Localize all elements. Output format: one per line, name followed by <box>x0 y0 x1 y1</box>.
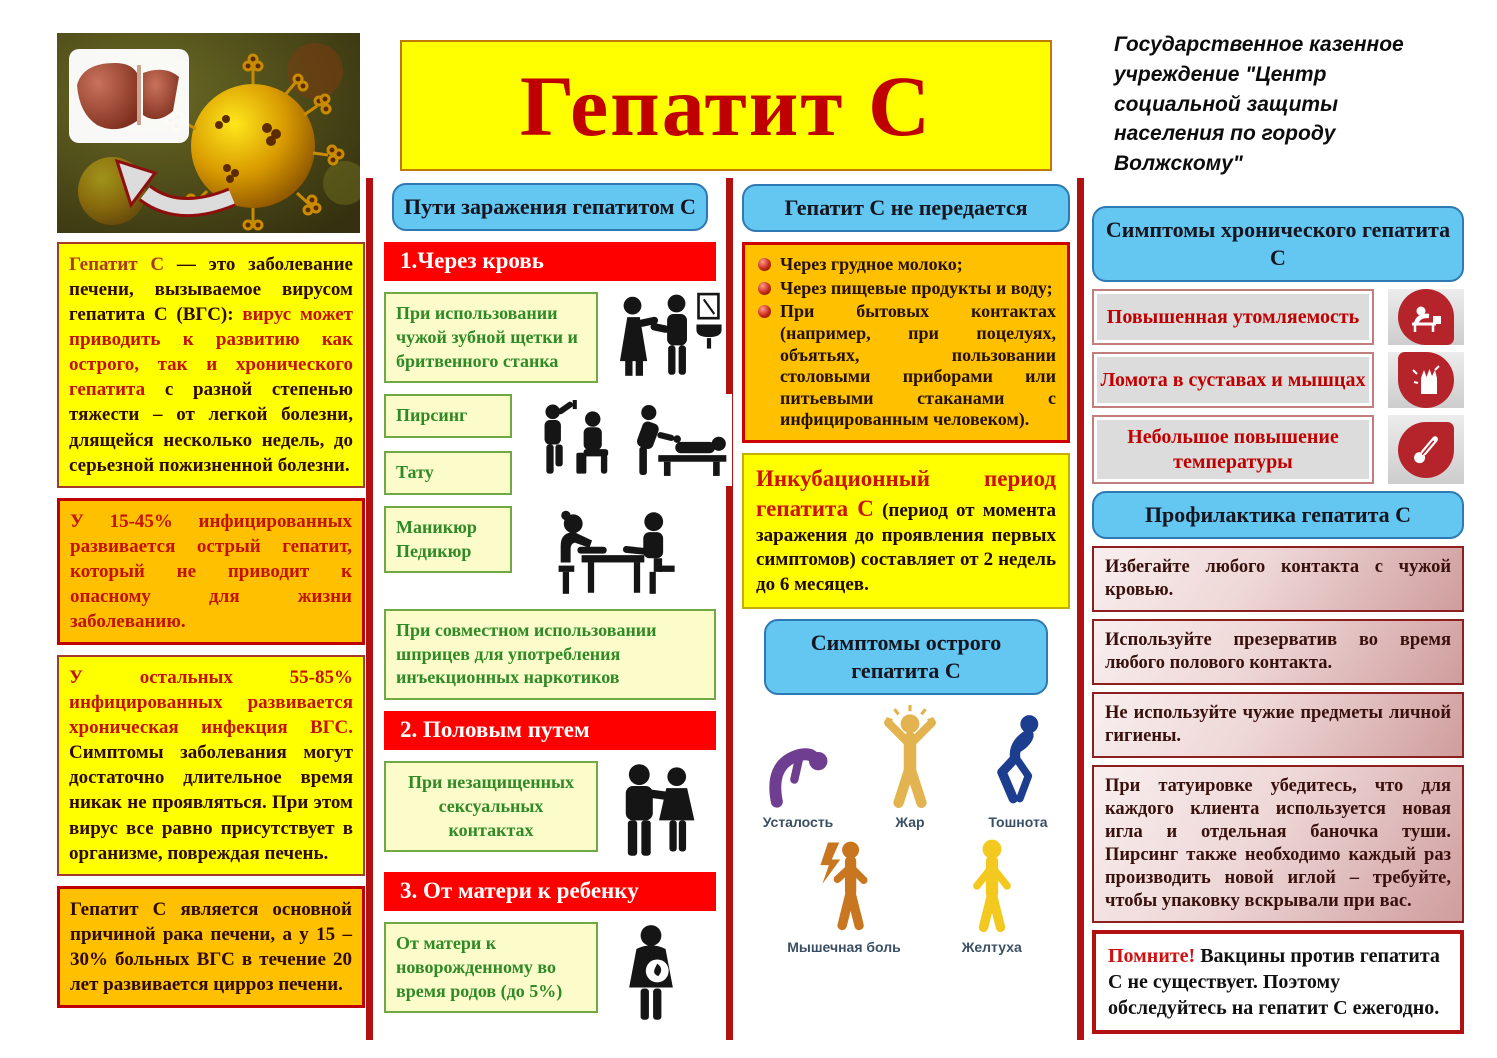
chronic-symptom-row <box>1092 352 1464 408</box>
reminder-text: Вакцины против гепатита С не существует. Поэтому обследуйтесь на гепатит С ежегодно. <box>1108 944 1440 1019</box>
tiredness-icon <box>1388 289 1464 345</box>
sexual-contact-label: При незащищенных сексуальных контактах <box>384 761 598 852</box>
chronic-symptom-label: Ломота в суставах и мышцах <box>1092 352 1374 408</box>
not-transmitted-item: Через пищевые продукты и воду; <box>780 277 1053 298</box>
chronic-prevention-column <box>1092 206 1464 1034</box>
column-divider <box>366 178 373 1040</box>
liver-icon <box>69 49 189 143</box>
symptom-label: Желтуха <box>961 939 1022 956</box>
intro-column <box>57 242 365 1008</box>
incubation-box <box>742 453 1070 609</box>
chronic-symptom-row <box>1092 415 1464 484</box>
intro-box1-lead: Гепатит С <box>69 254 165 275</box>
not-transmitted-item: Через грудное молоко; <box>780 254 963 275</box>
intro-box1-text: — это заболевание печени, вызываемое вирусом гепатита С (ВГС): <box>69 254 353 326</box>
virus-image <box>57 33 360 233</box>
intro-box3-text: Симптомы заболевания могут достаточно длительное время никак не проявляться. При этом вирус все равно присутствует в организме, повреждая печень. <box>69 742 353 864</box>
section-blood-title: 1.Через кровь <box>384 242 716 281</box>
transmission-column <box>384 183 716 1026</box>
facts-column <box>742 184 1070 955</box>
page-title: Гепатит С <box>519 57 933 154</box>
incubation-text: (период от момента заражения до проявления первых симптомов) составляет от 2 недель до 6 месяцев. <box>756 499 1056 596</box>
acute-symptoms-header: Симптомы острого гепатита С <box>764 619 1048 695</box>
bullet-icon <box>758 258 771 271</box>
joint-pain-icon <box>1388 352 1464 408</box>
column-divider <box>726 178 733 1040</box>
organization-name: Государственное казенное учреждение "Центр социальной защиты населения по городу Волжскому" <box>1114 33 1404 176</box>
nausea-icon <box>985 709 1051 809</box>
symptom-muscle-pain <box>787 834 901 955</box>
chronic-symptoms-header: Симптомы хронического гепатита С <box>1092 206 1464 282</box>
reminder-lead: Помните! <box>1108 944 1196 967</box>
reminder-box <box>1092 930 1464 1034</box>
symptom-label: Жар <box>895 814 925 831</box>
list-item <box>756 301 1056 431</box>
virus-liver-image <box>57 33 360 233</box>
tattoo-icon <box>628 394 732 486</box>
manicure-icon <box>544 506 684 598</box>
acute-symptoms-icons <box>742 705 1070 955</box>
list-item <box>756 254 1056 276</box>
bullet-icon <box>758 305 771 318</box>
intro-box-4: Гепатит С является основной причиной рака печени, а у 15 – 30% больных ВГС в течение 20 лет развивается цирроз печени. <box>57 886 365 1008</box>
chronic-symptom-label: Повышенная утомляемость <box>1092 289 1374 345</box>
poster-title-box <box>400 40 1052 171</box>
intro-box-1 <box>57 242 365 488</box>
symptom-jaundice <box>959 834 1025 955</box>
tattoo-label: Тату <box>384 451 512 495</box>
intro-box1-accent: вирус может приводить к развитию как острого, так и хронического гепатита <box>69 304 353 401</box>
fever-icon <box>873 705 947 809</box>
chronic-symptom-row <box>1092 289 1464 345</box>
symptom-fatigue <box>761 717 835 830</box>
bullet-icon <box>758 282 771 295</box>
prevention-item: При татуировке убедитесь, что для каждого клиента используется новая игла и отдельная баночка туши. Пирсинг также необходимо каждый раз производить новой иглой – требуйте, чтобы упаковку вскрывали при вас. <box>1092 765 1464 923</box>
section-mother-title: 3. От матери к ребенку <box>384 872 716 911</box>
symptom-label: Усталость <box>762 814 834 831</box>
not-transmitted-header: Гепатит С не передается <box>742 184 1070 232</box>
thermometer-icon <box>1388 415 1464 484</box>
syringes-label: При совместном использовании шприцев для употребления инъекционных наркотиков <box>384 609 716 700</box>
couple-icon <box>606 761 710 861</box>
symptom-nausea <box>985 709 1051 830</box>
muscle-pain-icon <box>811 834 877 934</box>
fatigue-icon <box>761 717 835 809</box>
list-item <box>756 278 1056 300</box>
column-divider <box>1077 178 1084 1040</box>
shared-items-icon <box>606 292 724 380</box>
prevention-header: Профилактика гепатита С <box>1092 491 1464 539</box>
not-transmitted-item: При бытовых контактах (например, при поцелуях, объятьях, пользовании столовыми приборами или питьевыми стаканами с инфицированным человеком). <box>780 301 1056 430</box>
symptom-label: Тошнота <box>988 814 1048 831</box>
transmission-header: Пути заражения гепатитом С <box>392 183 708 231</box>
jaundice-icon <box>959 834 1025 934</box>
pregnant-icon <box>606 922 696 1026</box>
chronic-symptom-label: Небольшое повышение температуры <box>1092 415 1374 484</box>
manicure-label: Маникюр Педикюр <box>384 506 512 574</box>
prevention-item: Избегайте любого контакта с чужой кровью. <box>1092 546 1464 612</box>
prevention-item: Используйте презерватив во время любого полового контакта. <box>1092 619 1464 685</box>
intro-box3-accent: У остальных 55-85% инфицированных развивается хроническая инфекция ВГС. <box>69 667 353 739</box>
intro-box1-text2: с разной степенью тяжести – от легкой болезни, длящейся несколько недель, до серьезной пожизненной болезни. <box>69 379 353 476</box>
incubation-lead: Инкубационный период гепатита С <box>756 465 1056 521</box>
not-transmitted-box <box>742 242 1070 443</box>
symptom-label: Мышечная боль <box>787 939 901 956</box>
shared-items-label: При использовании чужой зубной щетки и бритвенного станка <box>384 292 598 383</box>
intro-box-3 <box>57 655 365 876</box>
mother-child-label: От матери к новорожденному во время родов (до 5%) <box>384 922 598 1013</box>
piercing-label: Пирсинг <box>384 394 512 438</box>
symptom-fever <box>873 705 947 830</box>
section-sexual-title: 2. Половым путем <box>384 711 716 750</box>
intro-box-2: У 15-45% инфицированных развивается острый гепатит, который не приводит к опасному для жизни заболеванию. <box>57 498 365 645</box>
piercing-icon <box>520 394 620 486</box>
prevention-item: Не используйте чужие предметы личной гигиены. <box>1092 692 1464 758</box>
